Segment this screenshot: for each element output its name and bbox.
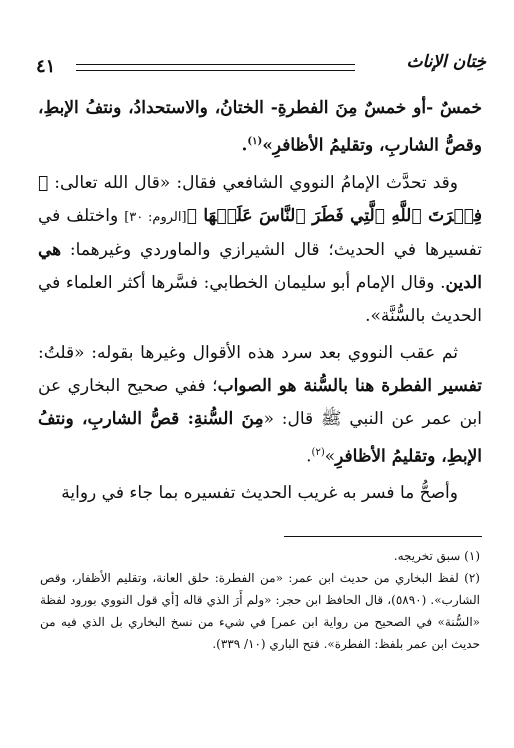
hadith-text: مِنَ السُّنةِ: قصُّ الشاربِ، ونتفُ الإبطِ، وتقليمُ الأظافرِ: [38, 408, 482, 467]
page-number: ٤١: [36, 56, 56, 77]
paragraph-4: [38, 477, 482, 510]
footnote-number: (٢): [464, 571, 480, 585]
footnote-ref-1[interactable]: (١): [247, 136, 263, 147]
text-run: »: [324, 446, 336, 467]
header-rule: [76, 64, 355, 65]
paragraph-1: [38, 92, 482, 163]
text-run: وقد تحدَّث الإمامُ النووي الشافعي فقال: «قال الله تعالى:: [48, 172, 458, 193]
footnote-separator: [284, 536, 482, 537]
paragraph-end: .: [241, 135, 248, 156]
header-rule-thin: [76, 70, 355, 71]
paragraph-end: .: [306, 446, 312, 467]
text-run: واختلف في تفسيرها في الحديث؛ قال الشيرازي والماوردي وغيرهما:: [38, 205, 482, 260]
footnote-ref-2[interactable]: (٢): [311, 446, 325, 458]
text-run: ثم عقب النووي بعد سرد هذه الأقوال وغيرها بقوله: «قلتُ:: [38, 342, 458, 363]
paragraph-3: [38, 337, 482, 474]
emphasis-text: هي الدين: [38, 239, 482, 293]
paragraph-2: [38, 167, 482, 333]
footnote-text: لفظ البخاري من حديث ابن عمر: «من الفطرة: حلق العانة، وتقليم الأظفار، وقص الشارب». (٥٨٩٠)، قال الحافظ ابن حجر: «ولم أَرَ الذي قاله [أي قول النووي بورود لفظة «السُّنة» في الصحيح من رواية ابن عمر] في شيء من نسخ البخاري بل الذي فيه من حديث ابن عمر بلفظ: الفطرة». فتح الباري (١٠/ ٣٣٩).: [40, 571, 480, 651]
text-run: . وقال الإمام أبو سليمان الخطابي: فسَّرها أكثر العلماء في الحديث بالسُّنَّة».: [38, 272, 482, 326]
quran-verse: ﴿ فِطۡرَتَ ٱللَّهِ ٱلَّتِي فَطَرَ ٱلنَّاسَ عَلَيۡهَا ﴾: [38, 172, 483, 226]
footnote-1: [40, 545, 480, 567]
footnote-2: [40, 567, 480, 655]
text-run: ؛ ففي صحيح البخاري عن ابن عمر عن النبي ﷺ قال: «: [38, 375, 482, 429]
text-run: وأصحُّ ما فسر به غريب الحديث تفسيره بما جاء في رواية: [61, 483, 458, 504]
page-header: [30, 52, 490, 86]
emphasis-text: تفسير الفطرة هنا بالسُّنة هو الصواب: [217, 375, 482, 396]
main-text: [38, 92, 482, 510]
verse-reference: [الروم: ٣٠]: [124, 209, 187, 225]
hadith-text: خمسٌ -أو خمسٌ مِنَ الفطرةِ- الختانُ، والاستحدادُ، ونتفُ الإبطِ، وقصُّ الشاربِ، وتقليمُ الأظافرِ»: [38, 98, 482, 156]
footnotes: [40, 545, 480, 655]
footnote-text: سبق تخريجه.: [393, 549, 461, 563]
footnote-number: (١): [464, 549, 480, 563]
running-title: خِتان الإناث: [406, 52, 486, 72]
